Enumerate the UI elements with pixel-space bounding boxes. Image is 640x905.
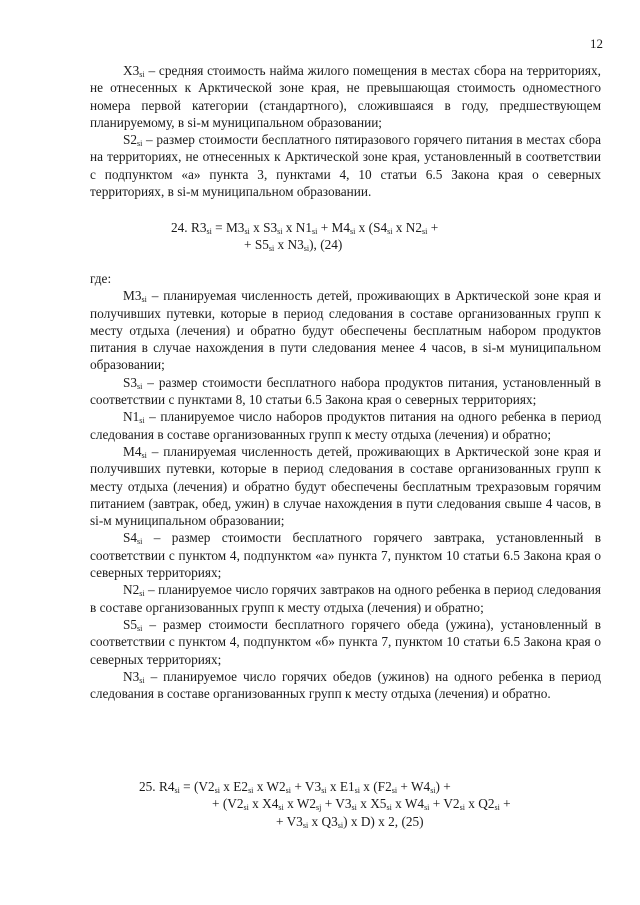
subscript: si — [214, 786, 220, 795]
subscript: si — [243, 803, 249, 813]
text-run: – размер стоимости бесплатного пятиразового горячего питания в местах сбора на территориях, не отнесенных к Арктической зоне края, установленный в соответствии с подпунктом «а» пункта 3, пунктами 4, 10 статьи 6.5 Закона края о северных территориях, в si-м муниципальном образовании. — [90, 132, 601, 200]
subscript: si — [137, 381, 143, 391]
text-run: = M3 — [211, 220, 245, 235]
subscript: si — [139, 675, 145, 685]
definition-paragraph — [90, 581, 601, 616]
text-run: X3 — [123, 63, 140, 78]
text-run: + (V2 — [212, 796, 244, 812]
text-run: 25. R4 — [139, 779, 175, 794]
subscript: si — [137, 537, 143, 547]
subscript: si — [278, 803, 284, 813]
subscript: si — [424, 803, 430, 813]
definition-paragraph — [90, 529, 601, 581]
subscript: si — [321, 786, 327, 795]
text-run: + V3 — [321, 796, 352, 812]
text-run: – размер стоимости бесплатного горячего обеда (ужина), установленный в соответствии с пунктом 4, подпунктом «б» пункта 7, пунктом 10 статьи 6.5 Закона края о северных территориях; — [90, 616, 601, 667]
formula-line — [139, 795, 511, 812]
formula-24 — [171, 219, 438, 254]
text-run: x S3 — [249, 220, 278, 235]
formula-line — [171, 219, 438, 236]
subscript: si — [248, 786, 254, 795]
definition-paragraph — [90, 374, 601, 409]
text-run: – средняя стоимость найма жилого помещения в местах сбора на территориях, не отнесенных к Арктической зоне края, не превышающая стоимость одноместного номера первой категории (стандартного), сложившаяся в году, предшествующем планируемому, в si-м муниципальном образовании; — [90, 63, 601, 130]
subscript: si — [351, 803, 357, 813]
subscript: si — [354, 786, 360, 795]
subscript: si — [350, 227, 356, 236]
subscript: si — [391, 786, 398, 795]
text-run: ) + — [435, 779, 451, 794]
definition-paragraph — [90, 408, 601, 443]
text-run: – размер стоимости бесплатного набора продуктов питания, установленный в соответствии с пунктами 8, 10 статьи 6.5 Закона края о северных территориях; — [90, 374, 601, 408]
text-run: – планируемое число горячих обедов (ужинов) на одного ребенка в период следования в составе организованных групп к месту отдыха (лечения) и обратно. — [90, 668, 601, 702]
definition-paragraph — [90, 62, 601, 131]
subscript: si — [137, 623, 143, 633]
definition-paragraph — [90, 131, 601, 200]
subscript: si — [244, 227, 250, 236]
text-run: + S5 — [244, 237, 269, 253]
text-run: x W4 — [391, 796, 425, 812]
text-run: – планируемое число наборов продуктов питания на одного ребенка в период следования в составе организованных групп к месту отдыха (лечения) и обратно; — [90, 409, 601, 442]
subscript: si — [174, 786, 180, 795]
subscript: si — [139, 70, 145, 79]
text-run: N2 — [123, 582, 140, 598]
subscript: sj — [316, 803, 322, 813]
text-run: N1 — [123, 409, 140, 425]
definition-paragraph — [90, 443, 601, 529]
definitions-list — [90, 287, 601, 702]
text-run: x (F2 — [359, 779, 392, 794]
text-run: x E2 — [219, 779, 249, 794]
subscript: si — [139, 589, 145, 599]
subscript: si — [430, 786, 436, 795]
page-number: 12 — [590, 36, 603, 51]
text-run: – размер стоимости бесплатного горячего завтрака, установленный в соответствии с пунктом 4, подпунктом «а» пункта 7, пунктом 10 статьи 6.5 Закона края о северных территориях; — [90, 530, 601, 581]
subscript: si — [386, 803, 392, 813]
definition-paragraph — [90, 287, 601, 373]
text-run: ) x D) x 2, (25) — [343, 813, 424, 829]
formula-line — [139, 813, 511, 830]
text-run: M3 — [123, 288, 142, 304]
text-run: x W2 — [283, 796, 317, 812]
text-run: + — [499, 796, 511, 812]
text-run: x E1 — [326, 779, 355, 794]
text-run: M4 — [123, 443, 142, 459]
subscript: si — [422, 227, 428, 236]
text-run: + V3 — [291, 779, 322, 794]
text-run: x X5 — [356, 796, 387, 812]
text-run: + V2 — [429, 796, 460, 812]
text-run: ), (24) — [309, 237, 343, 253]
subscript: si — [141, 295, 147, 305]
subscript: si — [137, 139, 143, 149]
subscript: si — [141, 450, 147, 460]
subscript: si — [312, 227, 318, 236]
where-label: где: — [90, 271, 112, 286]
text-run: = (V2 — [179, 779, 215, 794]
text-run: S2 — [123, 132, 138, 148]
subscript: si — [206, 227, 212, 236]
subscript: si — [303, 244, 310, 254]
text-run: – планируемая численность детей, проживающих в Арктической зоне края и получивших путевки, которые в период следования в составе организованных групп к месту отдыха (лечения) и обратно будут обеспечены бесплатным набором продуктов питания в случае нахождения в пути следования менее 4 часов, в si-м муниципальном образовании; — [90, 288, 601, 373]
text-run: x W2 — [253, 779, 286, 794]
text-run: x X4 — [248, 796, 279, 812]
text-run: S5 — [123, 616, 138, 632]
text-run: + — [427, 220, 439, 235]
definition-paragraph — [90, 668, 601, 703]
text-run: S4 — [123, 530, 138, 546]
text-run: + M4 — [317, 220, 350, 235]
subscript: si — [459, 803, 465, 813]
subscript: si — [387, 227, 393, 236]
text-run: x N1 — [282, 220, 313, 235]
subscript: si — [277, 227, 283, 236]
text-run: x Q3 — [308, 813, 338, 829]
text-run: N3 — [123, 668, 140, 684]
definitions-block-1 — [90, 62, 601, 200]
formula-line — [139, 778, 511, 795]
text-run: x (S4 — [355, 220, 388, 235]
formula-25 — [139, 778, 511, 830]
text-run: + V3 — [276, 813, 303, 829]
formula-line — [171, 236, 438, 253]
text-run: + W4 — [397, 779, 431, 794]
text-run: 24. R3 — [171, 220, 207, 235]
text-run: – планируемая численность детей, проживающих в Арктической зоне края и получивших путевки, которые в период следования в составе организованных групп к месту отдыха (лечения) и обратно будут обеспечены бесплатным трехразовым горячим питанием (завтрак, обед, ужин) в случае нахождения в пути следования свыше 4 часов, в si-м муниципальном образовании; — [90, 443, 601, 529]
definitions-block-2 — [90, 270, 601, 702]
subscript: si — [494, 803, 500, 813]
subscript: si — [302, 820, 309, 830]
subscript: si — [268, 244, 275, 254]
text-run: x N3 — [274, 237, 304, 253]
text-run: x N2 — [392, 220, 423, 235]
subscript: si — [285, 786, 292, 795]
subscript: si — [337, 820, 344, 830]
text-run: S3 — [123, 374, 138, 390]
subscript: si — [139, 416, 145, 426]
definition-paragraph — [90, 616, 601, 668]
text-run: – планируемое число горячих завтраков на одного ребенка в период следования в составе организованных групп к месту отдыха (лечения) и обратно; — [90, 582, 601, 615]
text-run: x Q2 — [464, 796, 495, 812]
